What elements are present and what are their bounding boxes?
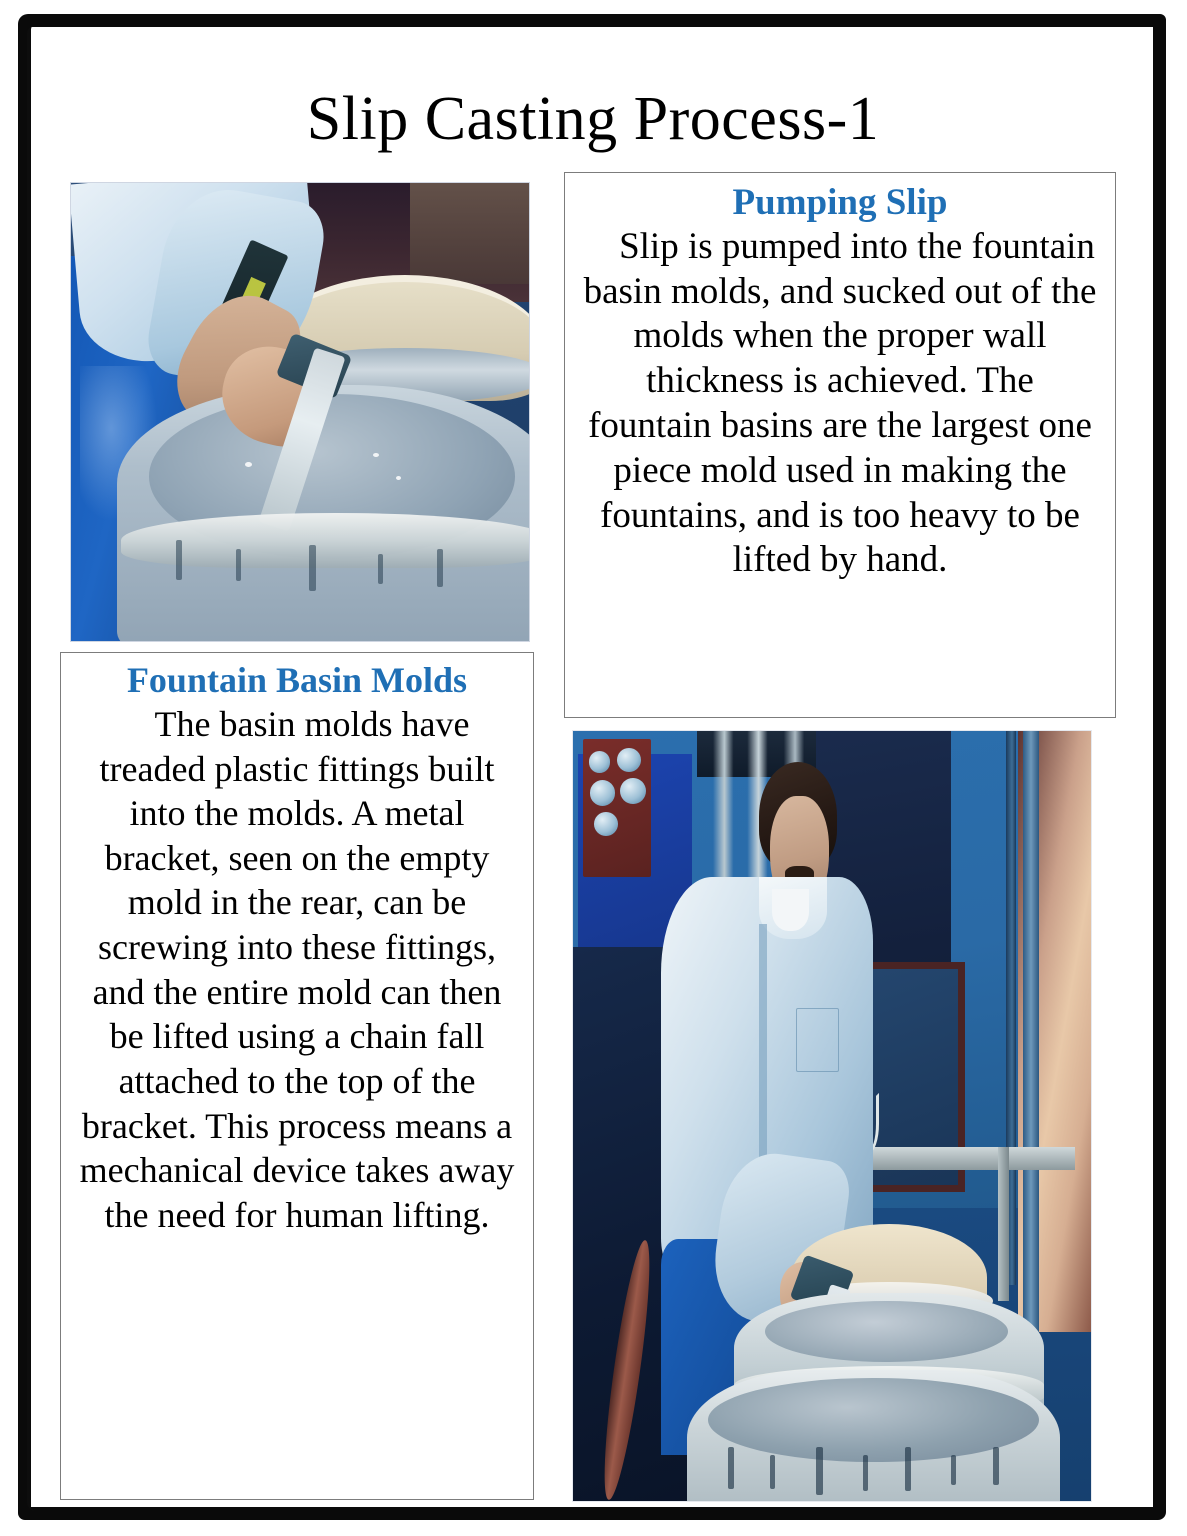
slip-drip	[770, 1455, 775, 1489]
panel-pumping-slip	[564, 172, 1116, 718]
photo-worker-molds	[572, 730, 1092, 1502]
middle-mold-slip-surface	[765, 1301, 1008, 1363]
background-wall-upper	[410, 183, 529, 284]
slip-drip	[816, 1447, 823, 1495]
panel-fountain-basin-molds	[60, 652, 534, 1500]
slip-drip	[728, 1447, 734, 1489]
worker-shirt-pocket	[796, 1008, 839, 1072]
wall-disc	[620, 778, 646, 804]
wall-disc	[594, 812, 618, 836]
slip-drip	[437, 549, 443, 587]
slip-drip	[951, 1455, 956, 1485]
photo-pumping-closeup-scene	[71, 183, 529, 641]
metal-rail-post	[998, 1147, 1009, 1301]
panel-pumping-slip-body: Slip is pumped into the fountain basin molds, and sucked out of the molds when the proper wall thickness is achieved. The fountain basins are the largest one piece mold used in making the fountains, and is too heavy to be lifted by hand.	[583, 225, 1097, 581]
page-title: Slip Casting Process-1	[306, 85, 880, 153]
panel-fountain-basin-molds-heading: Fountain Basin Molds	[126, 660, 468, 700]
slip-drip	[236, 549, 241, 581]
panel-pumping-slip-heading: Pumping Slip	[732, 182, 948, 223]
photo-pumping-closeup	[70, 182, 530, 642]
slip-drip	[378, 554, 383, 584]
window-sash	[1023, 731, 1040, 1332]
slip-drip	[863, 1455, 868, 1491]
front-mold-lip	[121, 513, 530, 568]
panel-fountain-basin-molds-body: The basin molds have treaded plastic fittings built into the molds. A metal bracket, seen on the empty mold in the rear, can be screwing into these fittings, and the entire mold can then be lifted using a chain fall attached to the top of the bracket. This process means a mechanical device takes away the need for human lifting.	[79, 703, 515, 1235]
metal-rail	[868, 1147, 1075, 1170]
slip-drip	[993, 1447, 999, 1485]
page-content	[34, 30, 1152, 1508]
slip-drip	[905, 1447, 911, 1491]
front-mold-slip-surface	[708, 1378, 1040, 1463]
photo-worker-molds-scene	[573, 731, 1091, 1501]
slip-drip	[176, 540, 182, 580]
wall-disc	[589, 751, 611, 773]
worker-tshirt	[772, 889, 808, 931]
wall-disc	[617, 748, 641, 772]
slip-drip	[309, 545, 316, 591]
